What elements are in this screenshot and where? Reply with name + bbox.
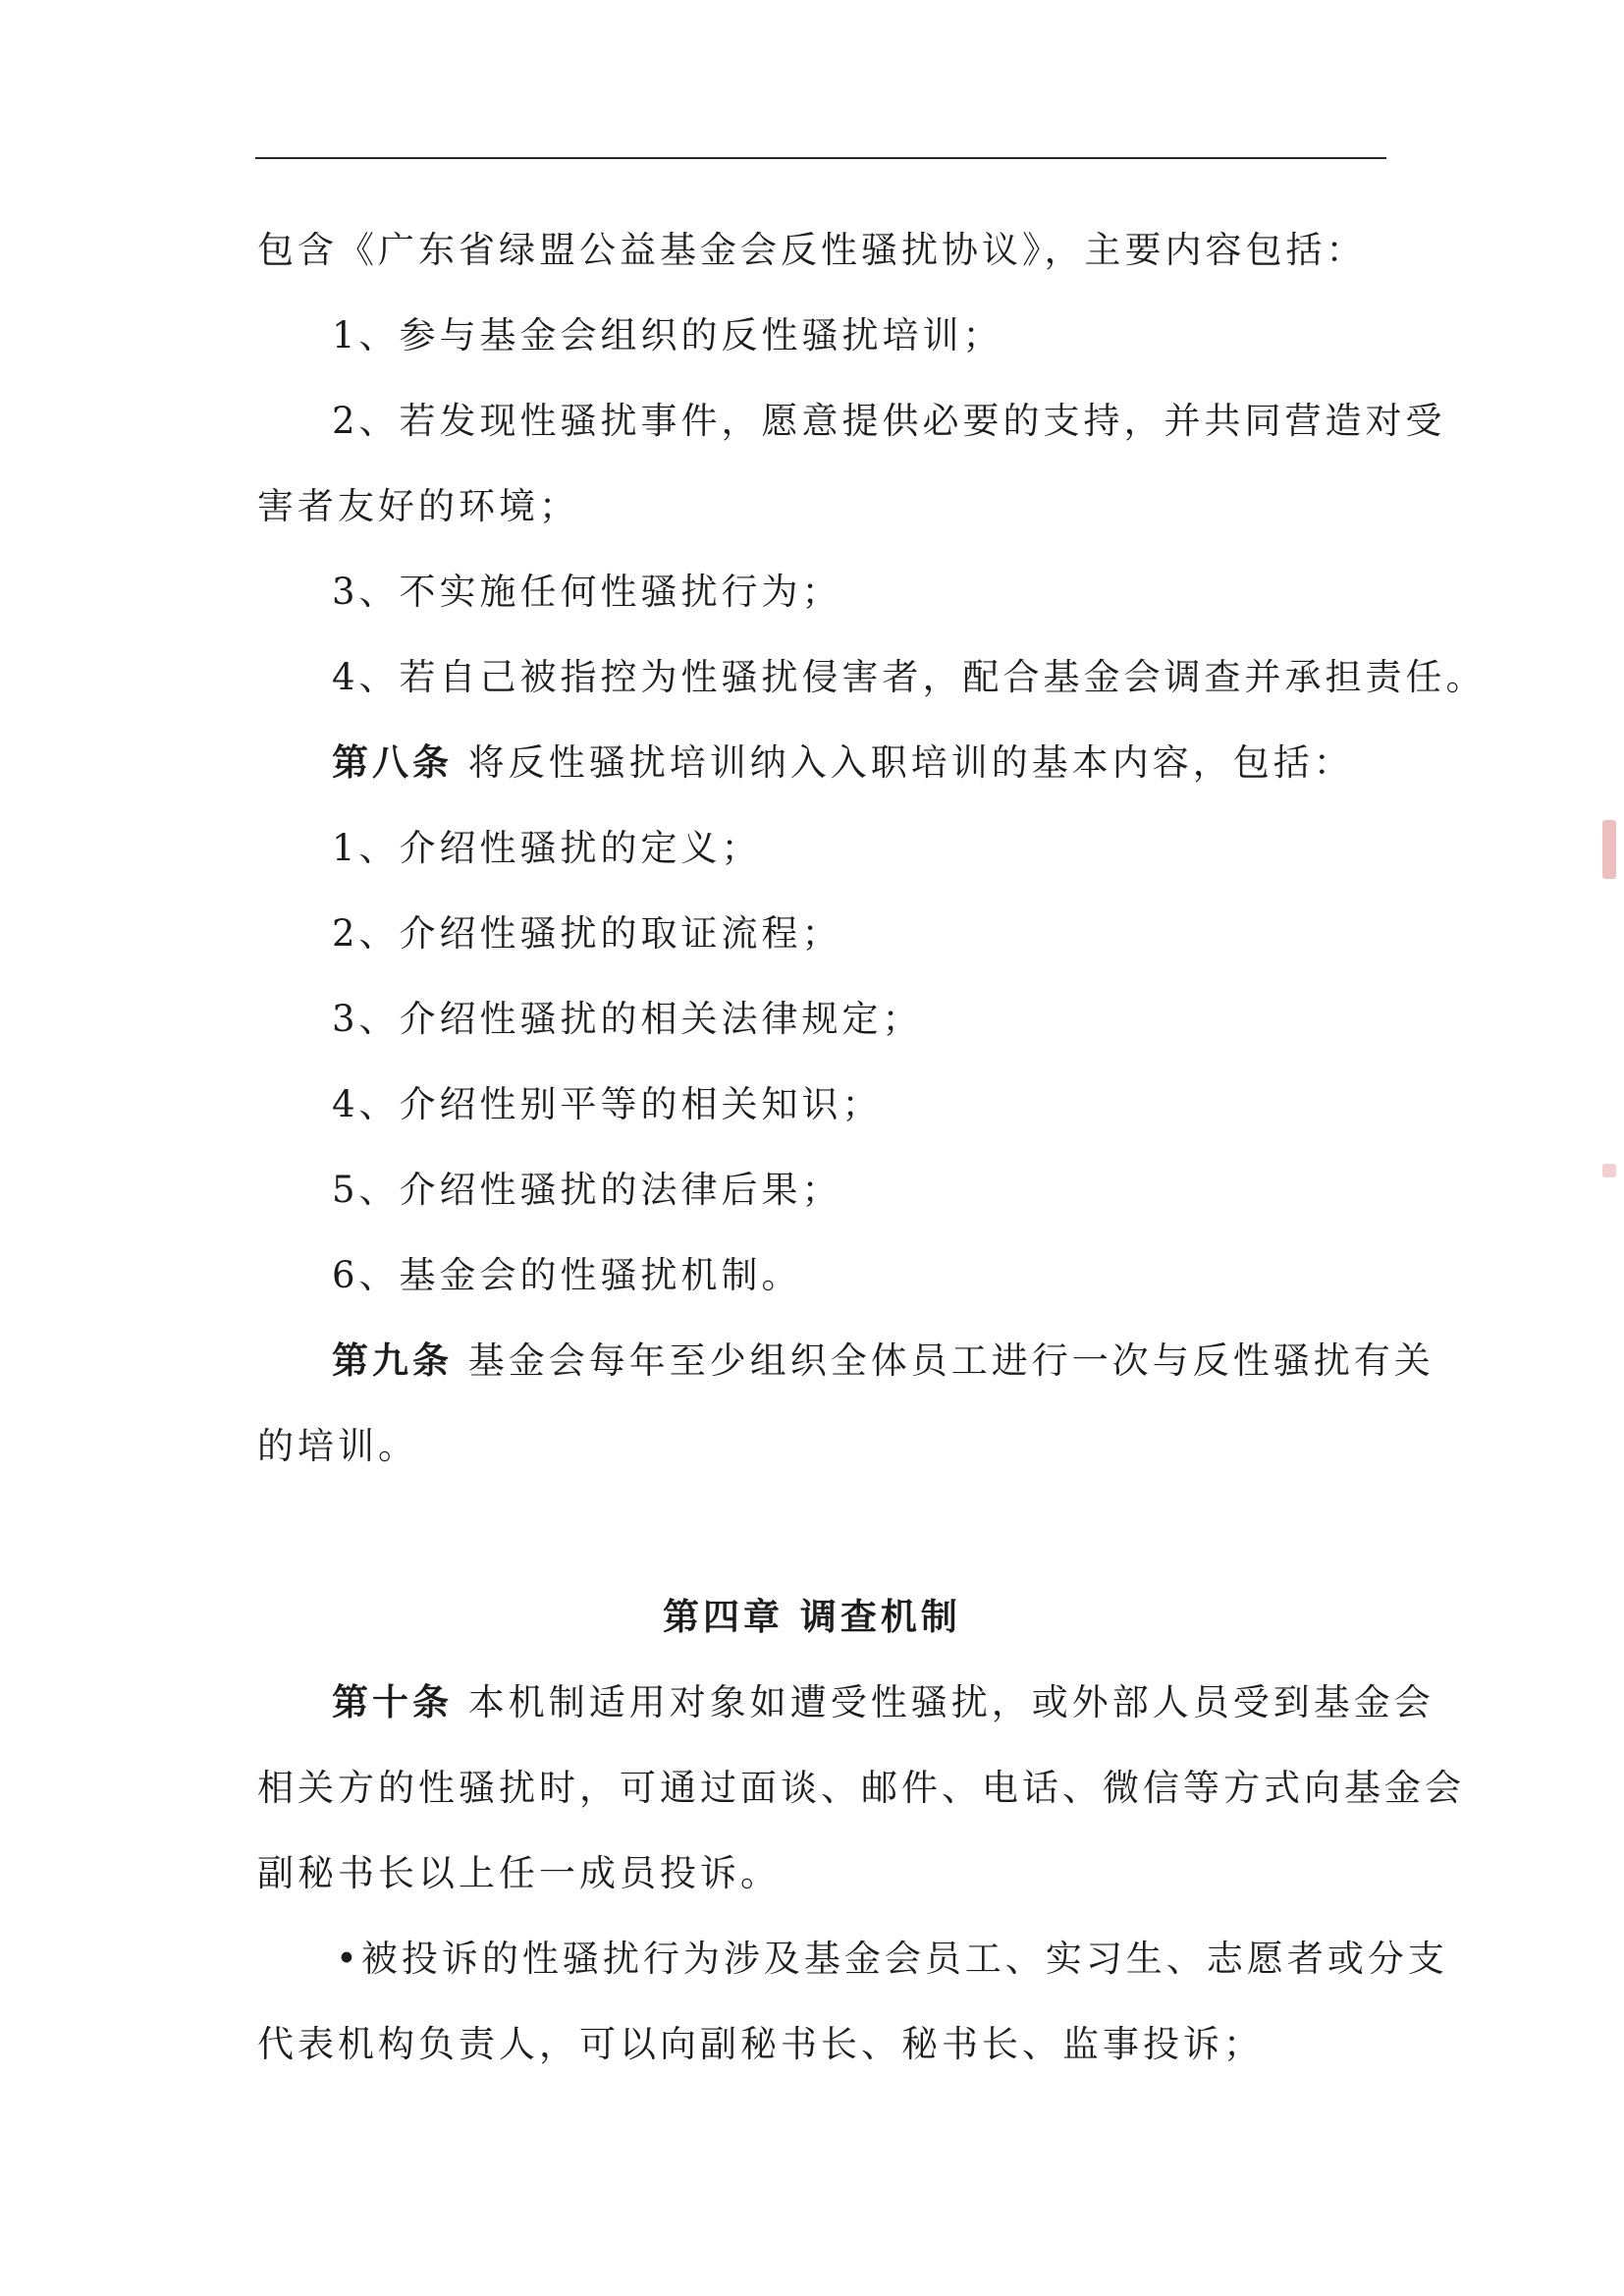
agreement-item-2: 2、若发现性骚扰事件，愿意提供必要的支持，并共同营造对受 [332, 400, 1446, 442]
article-10-text: 本机制适用对象如遭受性骚扰，或外部人员受到基金会 [467, 1681, 1435, 1723]
header-rule [255, 157, 1386, 159]
training-item-1: 1、介绍性骚扰的定义； [332, 827, 762, 869]
training-item-3: 3、介绍性骚扰的相关法律规定； [332, 998, 923, 1040]
article-10-cont-2: 副秘书长以上任一成员投诉。 [257, 1852, 781, 1894]
training-item-2: 2、介绍性骚扰的取证流程； [332, 912, 842, 955]
article-10 [332, 1681, 1435, 1724]
seal-edge-mark-small [1602, 1164, 1616, 1177]
article-10-label: 第十条 [332, 1681, 453, 1723]
seal-edge-mark [1602, 820, 1616, 879]
bullet-line-2: 代表机构负责人，可以向副秘书长、秘书长、监事投诉； [257, 2023, 1264, 2065]
article-10-cont-1: 相关方的性骚扰时，可通过面谈、邮件、电话、微信等方式向基金会 [257, 1767, 1465, 1809]
agreement-item-1: 1、参与基金会组织的反性骚扰培训； [332, 314, 1003, 356]
article-9-text: 基金会每年至少组织全体员工进行一次与反性骚扰有关 [467, 1339, 1435, 1382]
agreement-item-4: 4、若自己被指控为性骚扰侵害者，配合基金会调查并承担责任。 [332, 656, 1487, 698]
article-9-cont: 的培训。 [257, 1425, 418, 1467]
training-item-6: 6、基金会的性骚扰机制。 [332, 1254, 802, 1296]
agreement-item-3: 3、不实施任何性骚扰行为； [332, 571, 842, 613]
article-9-label: 第九条 [332, 1339, 453, 1382]
article-8-label: 第八条 [332, 741, 453, 784]
chapter-4-heading: 第四章 调查机制 [663, 1596, 961, 1638]
article-9 [332, 1339, 1435, 1383]
intro-line: 包含《广东省绿盟公益基金会反性骚扰协议》，主要内容包括： [257, 229, 1367, 271]
training-item-4: 4、介绍性别平等的相关知识； [332, 1083, 883, 1125]
agreement-item-2-cont: 害者友好的环境； [257, 485, 579, 527]
article-8 [332, 741, 1354, 785]
training-item-5: 5、介绍性骚扰的法律后果； [332, 1169, 842, 1211]
bullet-line-1: •被投诉的性骚扰行为涉及基金会员工、实习生、志愿者或分支 [336, 1938, 1448, 1980]
article-8-text: 将反性骚扰培训纳入入职培训的基本内容，包括： [467, 741, 1354, 784]
